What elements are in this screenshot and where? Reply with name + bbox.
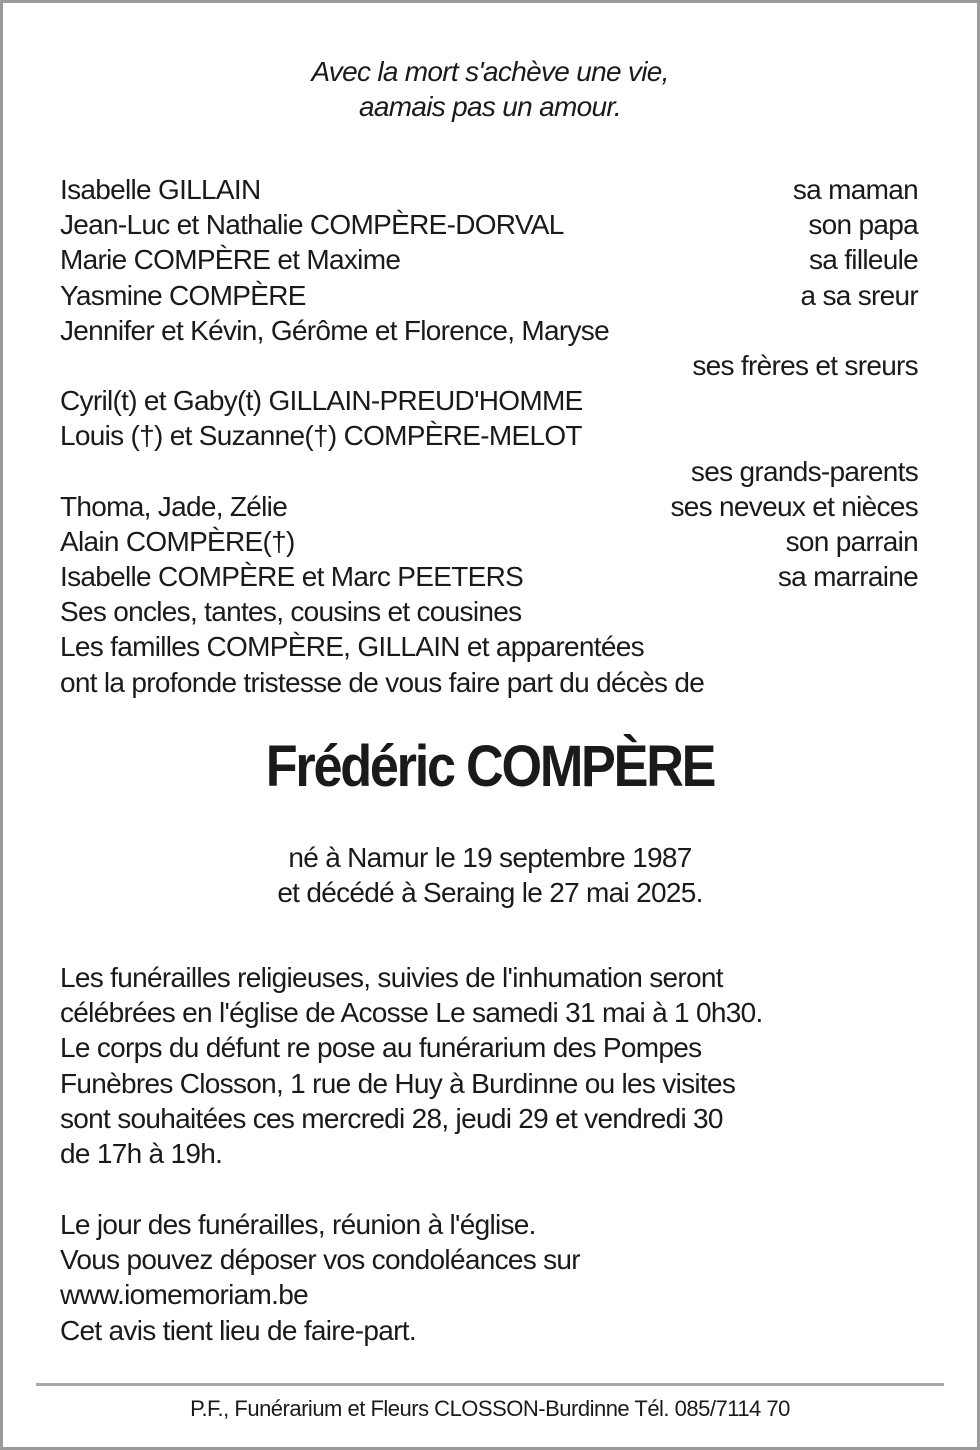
family-name: Louis (†) et Suzanne(†) COMPÈRE-MELOT [60, 420, 582, 452]
funeral-line: célébrées en l'église de Acosse Le samedi 31 mai à 1 0h30. [60, 997, 763, 1029]
notes-line: Le jour des funérailles, réunion à l'église. [60, 1209, 536, 1240]
epigraph-line: Avec la mort s'achève une vie, [311, 56, 669, 87]
family-relation: ses grands-parents [690, 455, 918, 487]
funeral-info [60, 960, 763, 1171]
family-row [60, 242, 918, 277]
funeral-line: de 17h à 19h. [60, 1138, 223, 1170]
family-name: Yasmine COMPÈRE [60, 279, 306, 311]
family-name: Isabelle GILLAIN [60, 174, 261, 205]
family-row [60, 629, 918, 664]
funeral-line: Le corps du défunt re pose au funérarium des Pompes [60, 1032, 702, 1064]
family-relation: son parrain [785, 525, 918, 557]
family-name: Ses oncles, tantes, cousins et cousines [60, 596, 522, 628]
notes [60, 1207, 580, 1348]
epigraph [0, 54, 980, 124]
family-relation: sa maman [792, 174, 918, 205]
family-row [60, 348, 918, 383]
funeral-line: Les funérailles religieuses, suivies de l'inhumation seront [60, 962, 723, 993]
family-relation: sa marraine [777, 561, 918, 593]
epigraph-line: aamais pas un amour. [359, 91, 621, 123]
family-row [60, 207, 918, 242]
family-row [60, 383, 918, 418]
family-relation: son papa [808, 209, 918, 241]
family-row [60, 524, 918, 559]
funeral-home-footer: P.F., Funérarium et Fleurs CLOSSON-Burdinne Tél. 085/7114 70 [190, 1396, 790, 1421]
family-name: Cyril(t) et Gaby(t) GILLAIN-PREUD'HOMME [60, 385, 583, 417]
family-name: Marie COMPÈRE et Maxime [60, 244, 401, 276]
divider [36, 1383, 944, 1386]
family-row [60, 594, 918, 629]
family-row [60, 278, 918, 313]
funeral-line: sont souhaitées ces mercredi 28, jeudi 29 et vendredi 30 [60, 1102, 723, 1134]
funeral-line: Funèbres Closson, 1 rue de Huy à Burdinne ou les visites [60, 1067, 736, 1099]
birth-line: né à Namur le 19 septembre 1987 [288, 842, 692, 873]
death-line: et décédé à Seraing le 27 mai 2025. [277, 877, 703, 909]
family-name: Alain COMPÈRE(†) [60, 525, 295, 557]
life-dates [0, 840, 980, 910]
family-name: Les familles COMPÈRE, GILLAIN et apparentées [60, 631, 644, 663]
family-row [60, 454, 918, 489]
family-name: Isabelle COMPÈRE et Marc PEETERS [60, 561, 524, 593]
family-name: Thoma, Jade, Zélie [60, 490, 288, 522]
family-relation: a sa sreur [800, 279, 918, 311]
family-name: Jennifer et Kévin, Gérôme et Florence, Maryse [60, 314, 609, 346]
family-name: Jean-Luc et Nathalie COMPÈRE-DORVAL [60, 209, 564, 241]
family-list [60, 172, 918, 700]
family-name: ont la profonde tristesse de vous faire part du décès de [60, 666, 705, 698]
family-relation: ses neveux et nièces [670, 490, 918, 522]
family-row [60, 665, 918, 700]
deceased-name: Frédéric COMPÈRE [265, 734, 715, 799]
family-relation: sa filleule [808, 244, 918, 276]
notes-line: Cet avis tient lieu de faire-part. [60, 1314, 416, 1346]
family-row [60, 559, 918, 594]
family-row [60, 313, 918, 348]
family-relation: ses frères et sreurs [692, 349, 918, 381]
notes-line: Vous pouvez déposer vos condoléances sur [60, 1244, 580, 1276]
family-row [60, 489, 918, 524]
family-row [60, 418, 918, 453]
family-row [60, 172, 918, 207]
notes-line: www.iomemoriam.be [60, 1279, 308, 1311]
